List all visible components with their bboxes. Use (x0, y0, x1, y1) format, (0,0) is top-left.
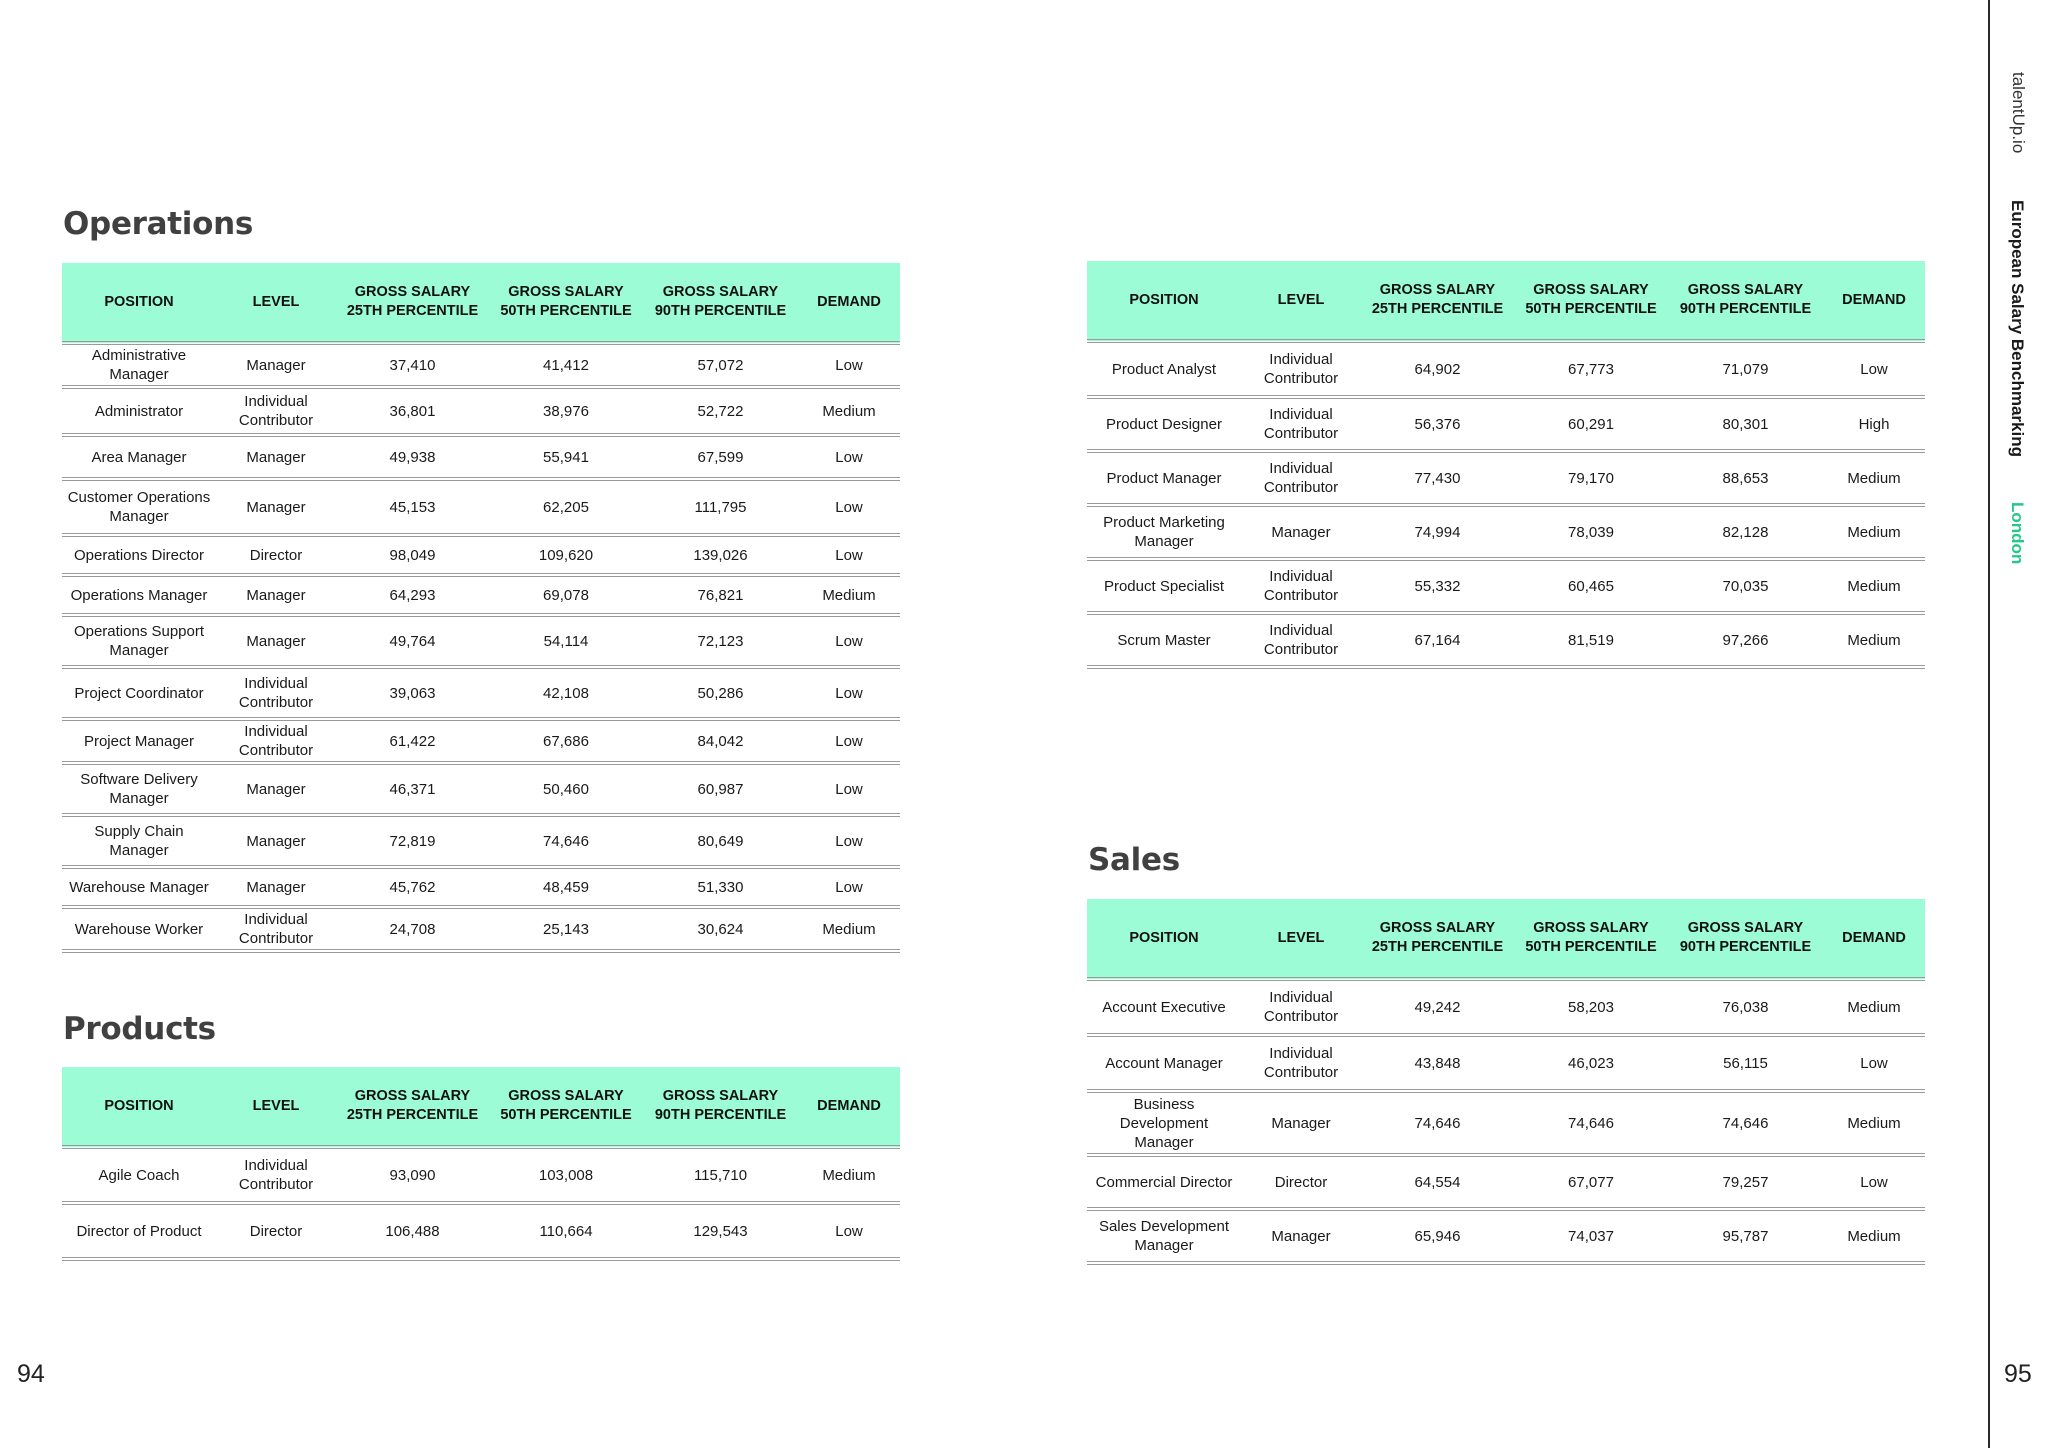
p90-cell: 67,599 (643, 435, 798, 479)
position-cell: Operations Manager (62, 575, 216, 615)
table-row (1087, 559, 1925, 613)
header-p90: GROSS SALARY 90TH PERCENTILE (643, 263, 798, 343)
p50-cell: 109,620 (489, 535, 643, 575)
header-position: POSITION (1087, 261, 1241, 341)
demand-cell: Medium (798, 387, 900, 435)
demand-cell: Medium (798, 575, 900, 615)
header-p90: GROSS SALARY 90TH PERCENTILE (1668, 261, 1823, 341)
level-cell: Individual Contributor (1241, 613, 1361, 667)
products-table (62, 1067, 900, 1261)
level-cell: Individual Contributor (1241, 1035, 1361, 1091)
p90-cell: 95,787 (1668, 1209, 1823, 1263)
table-row (1087, 341, 1925, 397)
p90-cell: 80,649 (643, 815, 798, 867)
table-row (62, 1203, 900, 1259)
p90-cell: 76,038 (1668, 979, 1823, 1035)
level-cell: Director (216, 1203, 336, 1259)
p50-cell: 54,114 (489, 615, 643, 667)
section-title-operations: Operations (63, 206, 254, 242)
demand-cell: High (1823, 397, 1925, 451)
demand-cell: Low (798, 867, 900, 907)
p50-cell: 42,108 (489, 667, 643, 719)
position-cell: Product Specialist (1087, 559, 1241, 613)
demand-cell: Low (798, 343, 900, 387)
position-cell: Administrative Manager (62, 343, 216, 387)
table-row (62, 719, 900, 763)
demand-cell: Medium (1823, 505, 1925, 559)
header-p25: GROSS SALARY 25TH PERCENTILE (336, 263, 489, 343)
table-row (62, 815, 900, 867)
p90-cell: 115,710 (643, 1147, 798, 1203)
p90-cell: 79,257 (1668, 1155, 1823, 1209)
demand-cell: Low (798, 479, 900, 535)
p50-cell: 25,143 (489, 907, 643, 951)
position-cell: Software Delivery Manager (62, 763, 216, 815)
demand-cell: Medium (1823, 451, 1925, 505)
table-row (1087, 1155, 1925, 1209)
city-label: London (2008, 502, 2027, 565)
header-demand: DEMAND (1823, 261, 1925, 341)
p50-cell: 78,039 (1514, 505, 1668, 559)
level-cell: Individual Contributor (1241, 397, 1361, 451)
table-row (1087, 1209, 1925, 1263)
p25-cell: 56,376 (1361, 397, 1514, 451)
p90-cell: 82,128 (1668, 505, 1823, 559)
p25-cell: 74,646 (1361, 1091, 1514, 1155)
p50-cell: 62,205 (489, 479, 643, 535)
p25-cell: 64,554 (1361, 1155, 1514, 1209)
table-row (1087, 979, 1925, 1035)
header-p50: GROSS SALARY 50TH PERCENTILE (489, 1067, 643, 1147)
level-cell: Individual Contributor (1241, 559, 1361, 613)
table-header-row (1087, 899, 1925, 979)
p90-cell: 76,821 (643, 575, 798, 615)
p50-cell: 74,646 (489, 815, 643, 867)
table-row (62, 479, 900, 535)
p90-cell: 57,072 (643, 343, 798, 387)
p90-cell: 74,646 (1668, 1091, 1823, 1155)
demand-cell: Low (798, 535, 900, 575)
header-p25: GROSS SALARY 25TH PERCENTILE (1361, 261, 1514, 341)
table-header-row (62, 263, 900, 343)
level-cell: Manager (216, 763, 336, 815)
position-cell: Account Manager (1087, 1035, 1241, 1091)
table-row (62, 667, 900, 719)
p25-cell: 45,153 (336, 479, 489, 535)
table-row (62, 867, 900, 907)
position-cell: Warehouse Manager (62, 867, 216, 907)
header-position: POSITION (1087, 899, 1241, 979)
p90-cell: 60,987 (643, 763, 798, 815)
p25-cell: 37,410 (336, 343, 489, 387)
table-row (1087, 397, 1925, 451)
sales-table (1087, 899, 1925, 1265)
p50-cell: 55,941 (489, 435, 643, 479)
header-p25: GROSS SALARY 25TH PERCENTILE (336, 1067, 489, 1147)
demand-cell: Medium (1823, 979, 1925, 1035)
p50-cell: 48,459 (489, 867, 643, 907)
table-row (62, 435, 900, 479)
position-cell: Account Executive (1087, 979, 1241, 1035)
level-cell: Individual Contributor (1241, 341, 1361, 397)
p50-cell: 67,686 (489, 719, 643, 763)
level-cell: Manager (1241, 1209, 1361, 1263)
p25-cell: 65,946 (1361, 1209, 1514, 1263)
table-row (62, 1147, 900, 1203)
p50-cell: 103,008 (489, 1147, 643, 1203)
position-cell: Agile Coach (62, 1147, 216, 1203)
p50-cell: 60,465 (1514, 559, 1668, 613)
level-cell: Director (216, 535, 336, 575)
position-cell: Product Designer (1087, 397, 1241, 451)
level-cell: Manager (216, 615, 336, 667)
p90-cell: 30,624 (643, 907, 798, 951)
table-row (1087, 1091, 1925, 1155)
level-cell: Individual Contributor (216, 387, 336, 435)
p50-cell: 74,037 (1514, 1209, 1668, 1263)
level-cell: Individual Contributor (216, 1147, 336, 1203)
page-divider (1988, 0, 1990, 1448)
p90-cell: 97,266 (1668, 613, 1823, 667)
p25-cell: 67,164 (1361, 613, 1514, 667)
p50-cell: 69,078 (489, 575, 643, 615)
header-level: LEVEL (216, 263, 336, 343)
operations-table (62, 263, 900, 953)
position-cell: Administrator (62, 387, 216, 435)
demand-cell: Medium (1823, 559, 1925, 613)
p25-cell: 106,488 (336, 1203, 489, 1259)
demand-cell: Low (798, 667, 900, 719)
p25-cell: 36,801 (336, 387, 489, 435)
level-cell: Manager (216, 479, 336, 535)
table-row (1087, 505, 1925, 559)
p25-cell: 43,848 (1361, 1035, 1514, 1091)
level-cell: Manager (216, 575, 336, 615)
position-cell: Warehouse Worker (62, 907, 216, 951)
header-p25: GROSS SALARY 25TH PERCENTILE (1361, 899, 1514, 979)
p50-cell: 38,976 (489, 387, 643, 435)
level-cell: Manager (1241, 1091, 1361, 1155)
p90-cell: 129,543 (643, 1203, 798, 1259)
p90-cell: 111,795 (643, 479, 798, 535)
p25-cell: 45,762 (336, 867, 489, 907)
p90-cell: 88,653 (1668, 451, 1823, 505)
p25-cell: 93,090 (336, 1147, 489, 1203)
demand-cell: Low (798, 719, 900, 763)
p25-cell: 64,902 (1361, 341, 1514, 397)
p90-cell: 50,286 (643, 667, 798, 719)
position-cell: Project Coordinator (62, 667, 216, 719)
p25-cell: 49,938 (336, 435, 489, 479)
position-cell: Product Analyst (1087, 341, 1241, 397)
p50-cell: 74,646 (1514, 1091, 1668, 1155)
p50-cell: 58,203 (1514, 979, 1668, 1035)
header-level: LEVEL (1241, 899, 1361, 979)
position-cell: Product Marketing Manager (1087, 505, 1241, 559)
demand-cell: Medium (798, 907, 900, 951)
demand-cell: Medium (1823, 613, 1925, 667)
p50-cell: 67,077 (1514, 1155, 1668, 1209)
p50-cell: 46,023 (1514, 1035, 1668, 1091)
p25-cell: 64,293 (336, 575, 489, 615)
level-cell: Individual Contributor (1241, 979, 1361, 1035)
p50-cell: 60,291 (1514, 397, 1668, 451)
level-cell: Manager (216, 867, 336, 907)
header-p50: GROSS SALARY 50TH PERCENTILE (1514, 261, 1668, 341)
p90-cell: 72,123 (643, 615, 798, 667)
p90-cell: 70,035 (1668, 559, 1823, 613)
level-cell: Manager (1241, 505, 1361, 559)
header-level: LEVEL (1241, 261, 1361, 341)
demand-cell: Low (798, 1203, 900, 1259)
section-title-products: Products (63, 1011, 216, 1047)
report-title: European Salary Benchmarking (2008, 200, 2027, 457)
demand-cell: Medium (1823, 1091, 1925, 1155)
page-number-right: 95 (2004, 1360, 2032, 1388)
demand-cell: Medium (798, 1147, 900, 1203)
level-cell: Manager (216, 435, 336, 479)
demand-cell: Low (1823, 1035, 1925, 1091)
header-position: POSITION (62, 263, 216, 343)
table-row (1087, 613, 1925, 667)
position-cell: Scrum Master (1087, 613, 1241, 667)
table-row (62, 535, 900, 575)
table-row (62, 763, 900, 815)
p90-cell: 80,301 (1668, 397, 1823, 451)
p25-cell: 39,063 (336, 667, 489, 719)
table-header-row (1087, 261, 1925, 341)
p25-cell: 55,332 (1361, 559, 1514, 613)
p25-cell: 49,242 (1361, 979, 1514, 1035)
position-cell: Product Manager (1087, 451, 1241, 505)
section-title-sales: Sales (1088, 842, 1180, 878)
position-cell: Customer Operations Manager (62, 479, 216, 535)
p50-cell: 79,170 (1514, 451, 1668, 505)
table-row (1087, 451, 1925, 505)
p50-cell: 81,519 (1514, 613, 1668, 667)
header-p50: GROSS SALARY 50TH PERCENTILE (489, 263, 643, 343)
header-p90: GROSS SALARY 90TH PERCENTILE (1668, 899, 1823, 979)
p90-cell: 139,026 (643, 535, 798, 575)
products-continued-table (1087, 261, 1925, 669)
table-row (62, 615, 900, 667)
p50-cell: 67,773 (1514, 341, 1668, 397)
p90-cell: 52,722 (643, 387, 798, 435)
position-cell: Area Manager (62, 435, 216, 479)
p90-cell: 56,115 (1668, 1035, 1823, 1091)
position-cell: Project Manager (62, 719, 216, 763)
level-cell: Individual Contributor (216, 719, 336, 763)
p25-cell: 77,430 (1361, 451, 1514, 505)
page-number-left: 94 (17, 1360, 45, 1388)
table-row (62, 907, 900, 951)
position-cell: Sales Development Manager (1087, 1209, 1241, 1263)
position-cell: Director of Product (62, 1203, 216, 1259)
p25-cell: 49,764 (336, 615, 489, 667)
level-cell: Manager (216, 343, 336, 387)
brand-label: talentUp.io (2009, 72, 2028, 154)
table-row (62, 575, 900, 615)
demand-cell: Low (798, 763, 900, 815)
table-row (62, 387, 900, 435)
demand-cell: Low (798, 815, 900, 867)
p50-cell: 50,460 (489, 763, 643, 815)
header-p50: GROSS SALARY 50TH PERCENTILE (1514, 899, 1668, 979)
table-header-row (62, 1067, 900, 1147)
header-demand: DEMAND (798, 1067, 900, 1147)
p90-cell: 84,042 (643, 719, 798, 763)
p25-cell: 74,994 (1361, 505, 1514, 559)
demand-cell: Low (798, 435, 900, 479)
p90-cell: 51,330 (643, 867, 798, 907)
demand-cell: Low (1823, 341, 1925, 397)
position-cell: Operations Support Manager (62, 615, 216, 667)
p25-cell: 72,819 (336, 815, 489, 867)
position-cell: Commercial Director (1087, 1155, 1241, 1209)
level-cell: Individual Contributor (216, 907, 336, 951)
header-p90: GROSS SALARY 90TH PERCENTILE (643, 1067, 798, 1147)
position-cell: Supply Chain Manager (62, 815, 216, 867)
position-cell: Business Development Manager (1087, 1091, 1241, 1155)
level-cell: Individual Contributor (1241, 451, 1361, 505)
level-cell: Individual Contributor (216, 667, 336, 719)
demand-cell: Low (1823, 1155, 1925, 1209)
position-cell: Operations Director (62, 535, 216, 575)
p25-cell: 98,049 (336, 535, 489, 575)
p50-cell: 41,412 (489, 343, 643, 387)
level-cell: Manager (216, 815, 336, 867)
p25-cell: 24,708 (336, 907, 489, 951)
header-position: POSITION (62, 1067, 216, 1147)
p50-cell: 110,664 (489, 1203, 643, 1259)
p25-cell: 46,371 (336, 763, 489, 815)
table-row (62, 343, 900, 387)
p25-cell: 61,422 (336, 719, 489, 763)
demand-cell: Low (798, 615, 900, 667)
level-cell: Director (1241, 1155, 1361, 1209)
p90-cell: 71,079 (1668, 341, 1823, 397)
demand-cell: Medium (1823, 1209, 1925, 1263)
header-level: LEVEL (216, 1067, 336, 1147)
header-demand: DEMAND (798, 263, 900, 343)
header-demand: DEMAND (1823, 899, 1925, 979)
table-row (1087, 1035, 1925, 1091)
